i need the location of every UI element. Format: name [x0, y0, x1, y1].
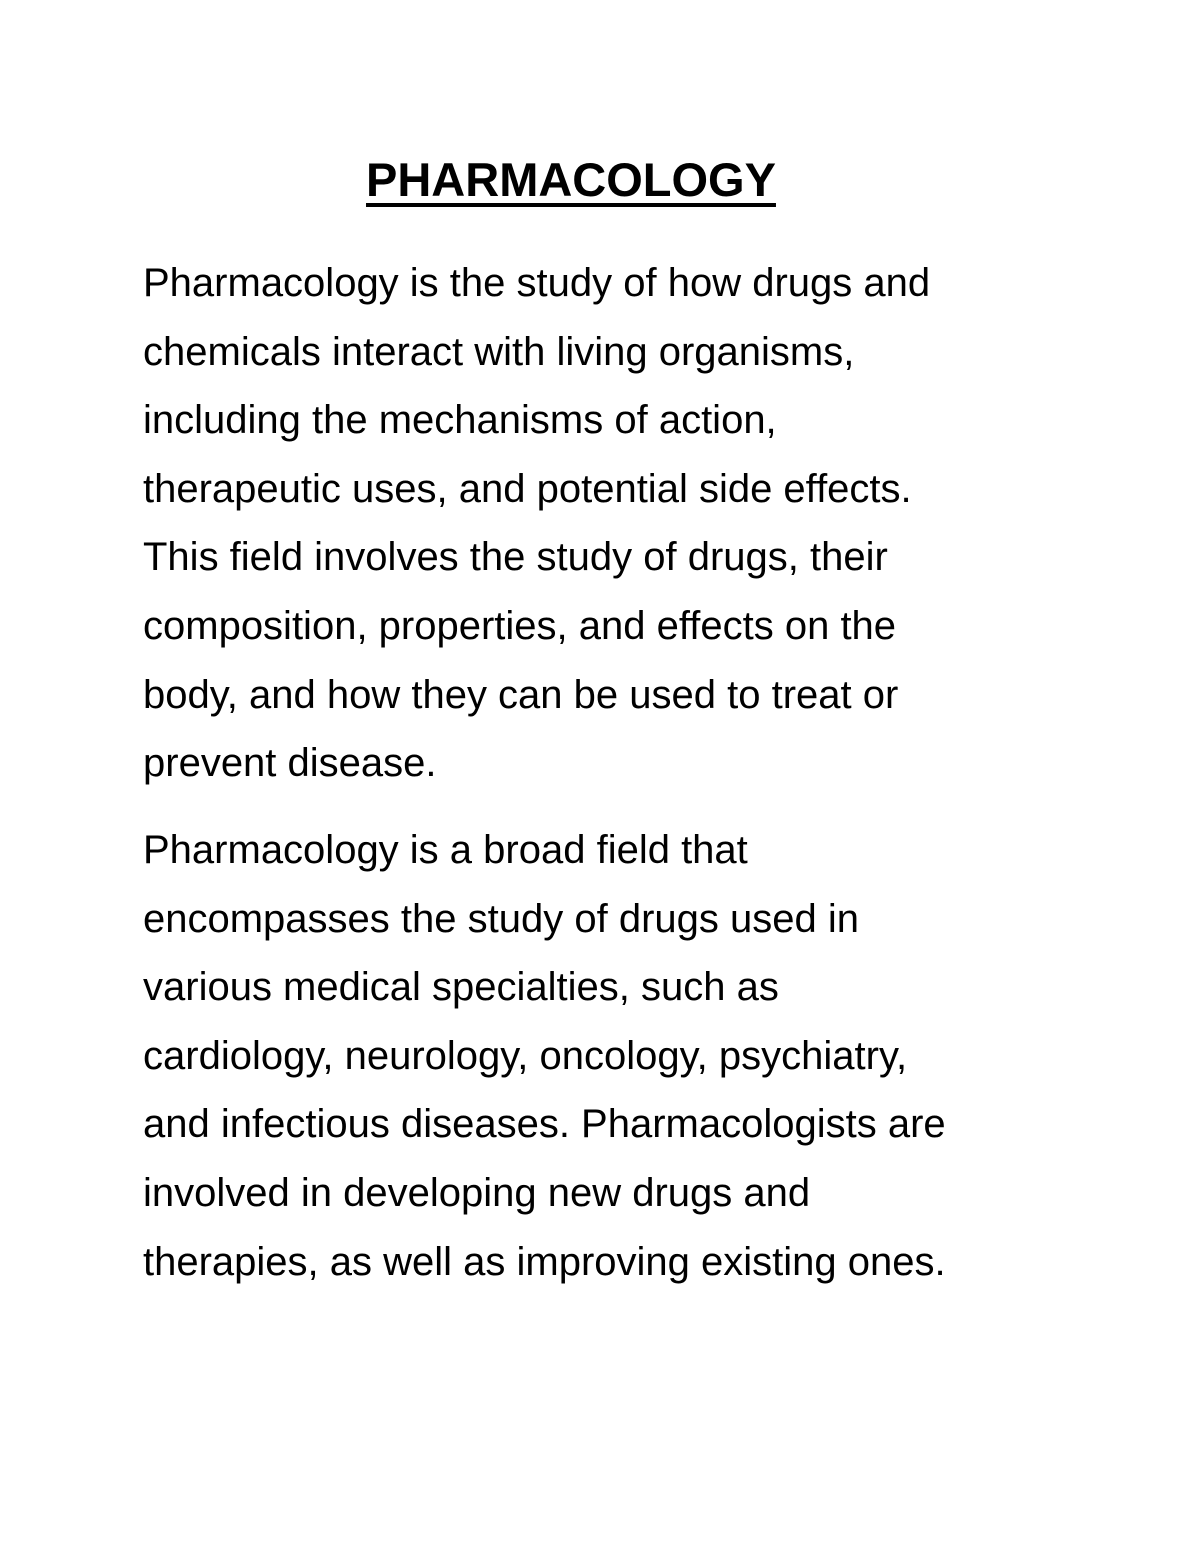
page-title-text: PHARMACOLOGY: [366, 153, 776, 206]
page-title: [0, 148, 1142, 212]
text-line: Pharmacology is the study of how drugs and: [143, 261, 931, 305]
text-line: various medical specialties, such as: [143, 965, 779, 1010]
text-line: chemicals interact with living organisms,: [143, 329, 855, 374]
text-line: therapeutic uses, and potential side effects.: [143, 466, 912, 511]
text-line: composition, properties, and effects on the: [143, 603, 897, 648]
text-line: and infectious diseases. Pharmacologists are: [143, 1102, 946, 1147]
text-line: therapies, as well as improving existing ones.: [143, 1239, 946, 1284]
paragraph-intro: [143, 249, 1143, 798]
paragraph-scope: [143, 816, 1143, 1296]
text-line: prevent disease.: [143, 741, 437, 786]
text-line: Pharmacology is a broad field that: [143, 828, 748, 872]
text-line: including the mechanisms of action,: [143, 398, 777, 443]
text-line: cardiology, neurology, oncology, psychiatry,: [143, 1033, 908, 1078]
text-line: body, and how they can be used to treat or: [143, 672, 899, 717]
text-line: This field involves the study of drugs, their: [143, 535, 888, 580]
text-line: encompasses the study of drugs used in: [143, 896, 859, 941]
text-line: involved in developing new drugs and: [143, 1170, 811, 1215]
